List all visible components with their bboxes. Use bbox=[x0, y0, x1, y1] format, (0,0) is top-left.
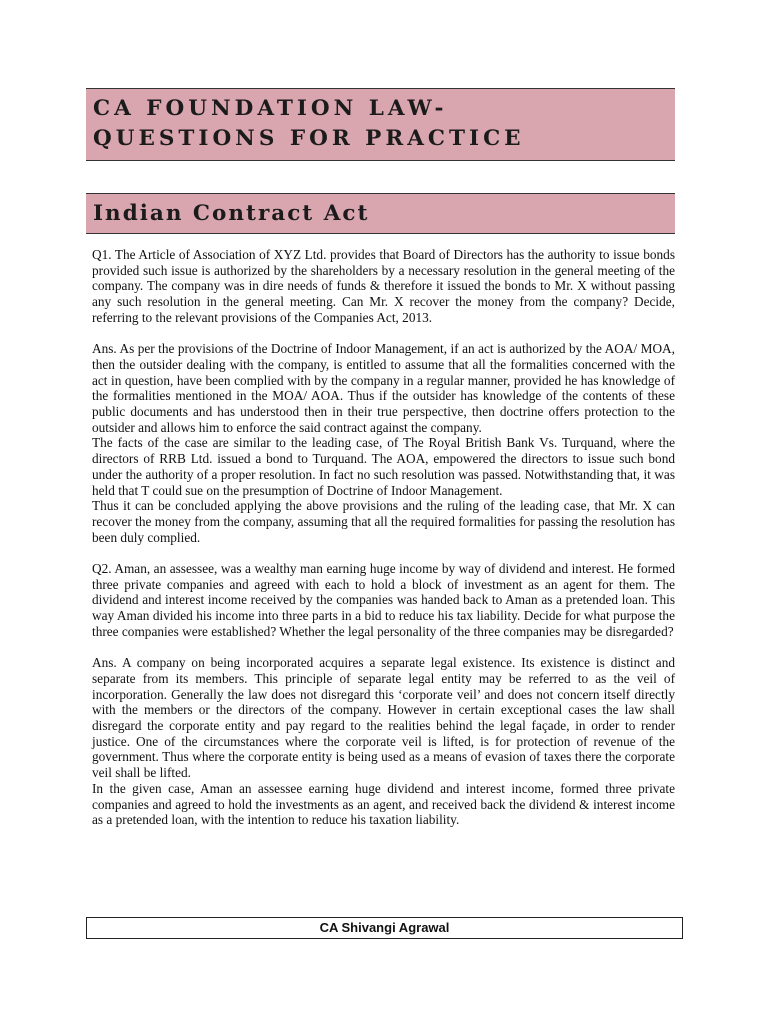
answer-2-paragraph-2: In the given case, Aman an assessee earning huge dividend and interest income, formed three private companies and agreed to hold the investments as an agent, and received back the dividend & interest income as a pretended loan, with the intention to reduce his taxation liability. bbox=[92, 780, 675, 828]
page-title-line-1: CA FOUNDATION LAW- bbox=[93, 96, 448, 121]
page-title-line-2: QUESTIONS FOR PRACTICE bbox=[93, 126, 525, 151]
footer-author: CA Shivangi Agrawal bbox=[319, 920, 450, 935]
question-1: Q1. The Article of Association of XYZ Ltd. provides that Board of Directors has the authority to issue bonds provided such issue is authorized by the shareholders by a necessary resolution in the general meeting of the company. The company was in dire needs of funds & therefore it issued the bonds to Mr. X without passing any such resolution in the general meeting. Can Mr. X recover the money from the company? Decide, referring to the relevant provisions of the Companies Act, 2013. bbox=[92, 247, 675, 325]
question-2: Q2. Aman, an assessee, was a wealthy man earning huge income by way of dividend and interest. He formed three private companies and agreed with each to hold a block of investment as an agent for them. The dividend and interest income received by the companies was handed back to Aman as a pretended loan. This way Aman divided his income into three parts in a bid to reduce his tax liability. Decide for what purpose the three companies were established? Whether the legal personality of the three companies may be disregarded? bbox=[92, 561, 675, 639]
document-body bbox=[92, 247, 675, 828]
footer-author-box bbox=[86, 917, 683, 939]
answer-2-paragraph-1: Ans. A company on being incorporated acquires a separate legal existence. Its existence is distinct and separate from its members. This principle of separate legal entity may be referred to as the veil of incorporation. Generally the law does not disregard this ‘corporate veil’ and does not concern itself directly with the members or the directors of the company. However in certain exceptional cases the law shall disregard the corporate entity and pay regard to the realities behind the legal façade, in order to render justice. One of the circumstances where the corporate veil is lifted, is for protection of revenue of the government. Thus where the corporate entity is being used as a means of evasion of taxes there the corporate veil shall be lifted. bbox=[92, 655, 675, 781]
title-banner bbox=[86, 88, 675, 161]
answer-1-paragraph-1: Ans. As per the provisions of the Doctrine of Indoor Management, if an act is authorized by the AOA/ MOA, then the outsider dealing with the company, is entitled to assume that all the formalities concerned with the act in question, have been complied with by the company in a regular manner, provided he has knowledge of the formalities mentioned in the MOA/ AOA. Thus if the outsider has knowledge of the contents of these public documents and has understood then in their true perspective, then doctrine offers protection to the outsider and allows him to enforce the said contract against the company. bbox=[92, 341, 675, 435]
paragraph-spacer bbox=[92, 326, 675, 342]
section-title: Indian Contract Act bbox=[93, 201, 370, 226]
paragraph-spacer bbox=[92, 545, 675, 561]
answer-1-paragraph-3: Thus it can be concluded applying the above provisions and the ruling of the leading case, that Mr. X can recover the money from the company, assuming that all the required formalities for passing the resolution has been duly complied. bbox=[92, 498, 675, 545]
paragraph-spacer bbox=[92, 640, 675, 656]
answer-1-paragraph-2: The facts of the case are similar to the leading case, of The Royal British Bank Vs. Turquand, where the directors of RRB Ltd. issued a bond to Turquand. The AOA, empowered the directors to issue such bond under the authority of a proper resolution. In fact no such resolution was passed. Notwithstanding that, it was held that T could sue on the presumption of Doctrine of Indoor Management. bbox=[92, 435, 675, 498]
section-banner bbox=[86, 193, 675, 234]
